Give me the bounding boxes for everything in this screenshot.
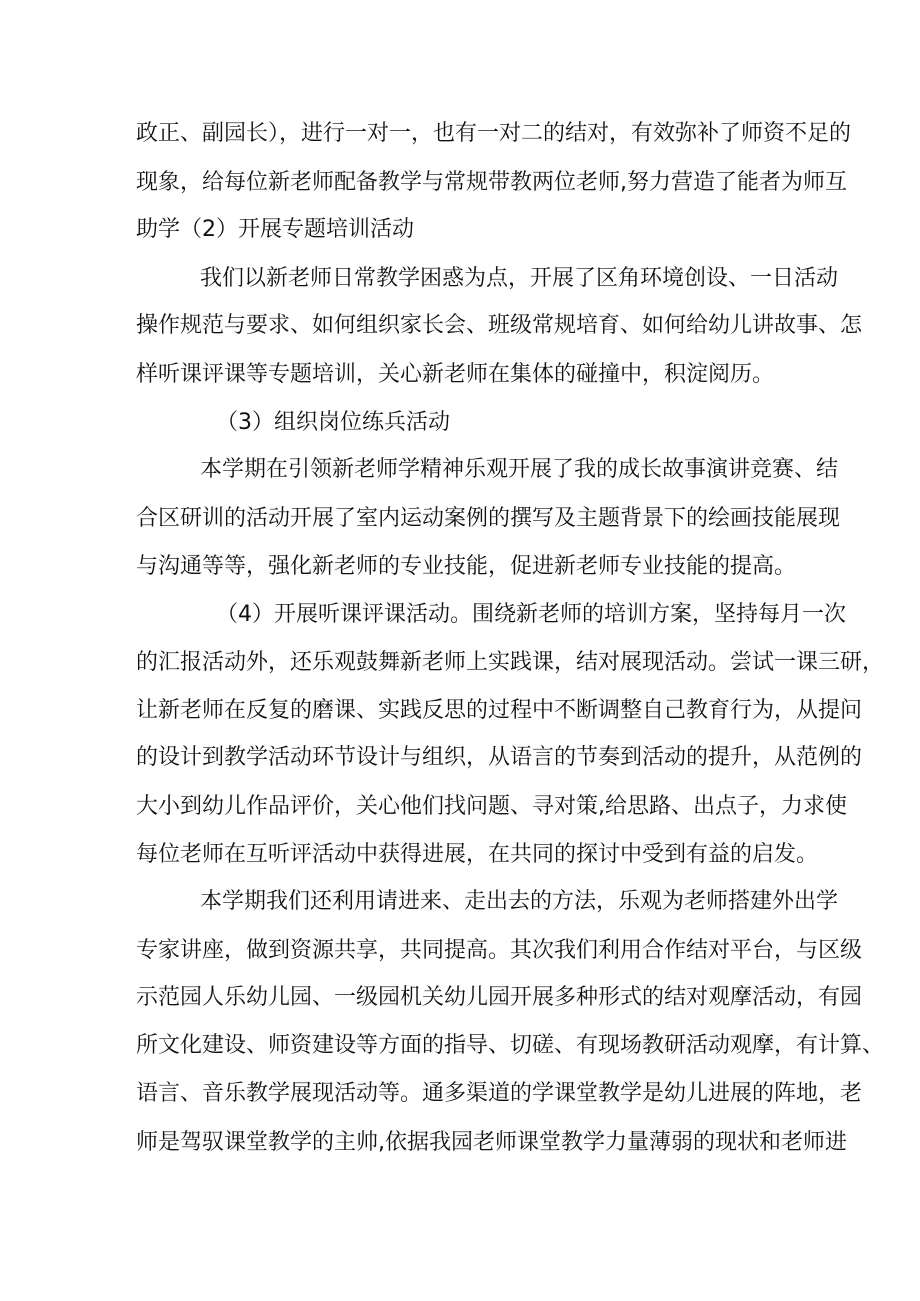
text-line: 师是驾驭课堂教学的主帅,依据我园老师课堂教学力量薄弱的现状和老师进 [136,1130,847,1155]
text-line: 与沟通等等，强化新老师的专业技能，促进新老师专业技能的提高。 [136,554,797,579]
text-line: 操作规范与要求、如何组织家长会、班级常规培育、如何给幼儿讲故事、怎 [136,313,863,338]
text-line: 本学期在引领新老师学精神乐观开展了我的成长故事演讲竞赛、结 [200,457,839,482]
text-line: 让新老师在反复的磨课、实践反思的过程中不断调整自己教育行为，从提问 [136,698,863,723]
text-line: 本学期我们还利用请进来、走出去的方法，乐观为老师搭建外出学 [200,889,839,914]
text-line: 合区研训的活动开展了室内运动案例的撰写及主题背景下的绘画技能展现 [136,506,841,531]
text-line: 专家讲座，做到资源共享，共同提高。其次我们利用合作结对平台，与区级 [136,938,863,963]
text-line: 的汇报活动外，还乐观鼓舞新老师上实践课，结对展现活动。尝试一课三研， [136,650,885,675]
text-line: 助学（2）开展专题培训活动 [136,217,414,242]
text-line: 所文化建设、师资建设等方面的指导、切磋、有现场教研活动观摩，有计算、 [136,1033,885,1058]
text-line: 示范园人乐幼儿园、一级园机关幼儿园开展多种形式的结对观摩活动，有园 [136,985,863,1010]
text-line: 每位老师在互听评活动中获得进展，在共同的探讨中受到有益的启发。 [136,842,819,867]
section-heading: （3）组织岗位练兵活动 [216,410,450,435]
text-line: （4）开展听课评课活动。围绕新老师的培训方案，坚持每月一次 [216,602,846,627]
text-line: 政正、副园长），进行一对一，也有一对二的结对，有效弥补了师资不足的 [136,121,852,146]
text-line: 大小到幼儿作品评价，关心他们找问题、寻对策,给思路、出点子，力求使 [136,794,847,819]
text-line: 现象，给每位新老师配备教学与常规带教两位老师,努力营造了能者为师互 [136,170,847,195]
text-line: 语言、音乐教学展现活动等。通多渠道的学课堂教学是幼儿进展的阵地，老 [136,1081,863,1106]
text-line: 我们以新老师日常教学困惑为点，开展了区角环境创设、一日活动 [200,266,839,291]
text-line: 的设计到教学活动环节设计与组织，从语言的节奏到活动的提升，从范例的 [136,745,863,770]
text-line: 样听课评课等专题培训，关心新老师在集体的碰撞中，积淀阅历。 [136,362,775,387]
